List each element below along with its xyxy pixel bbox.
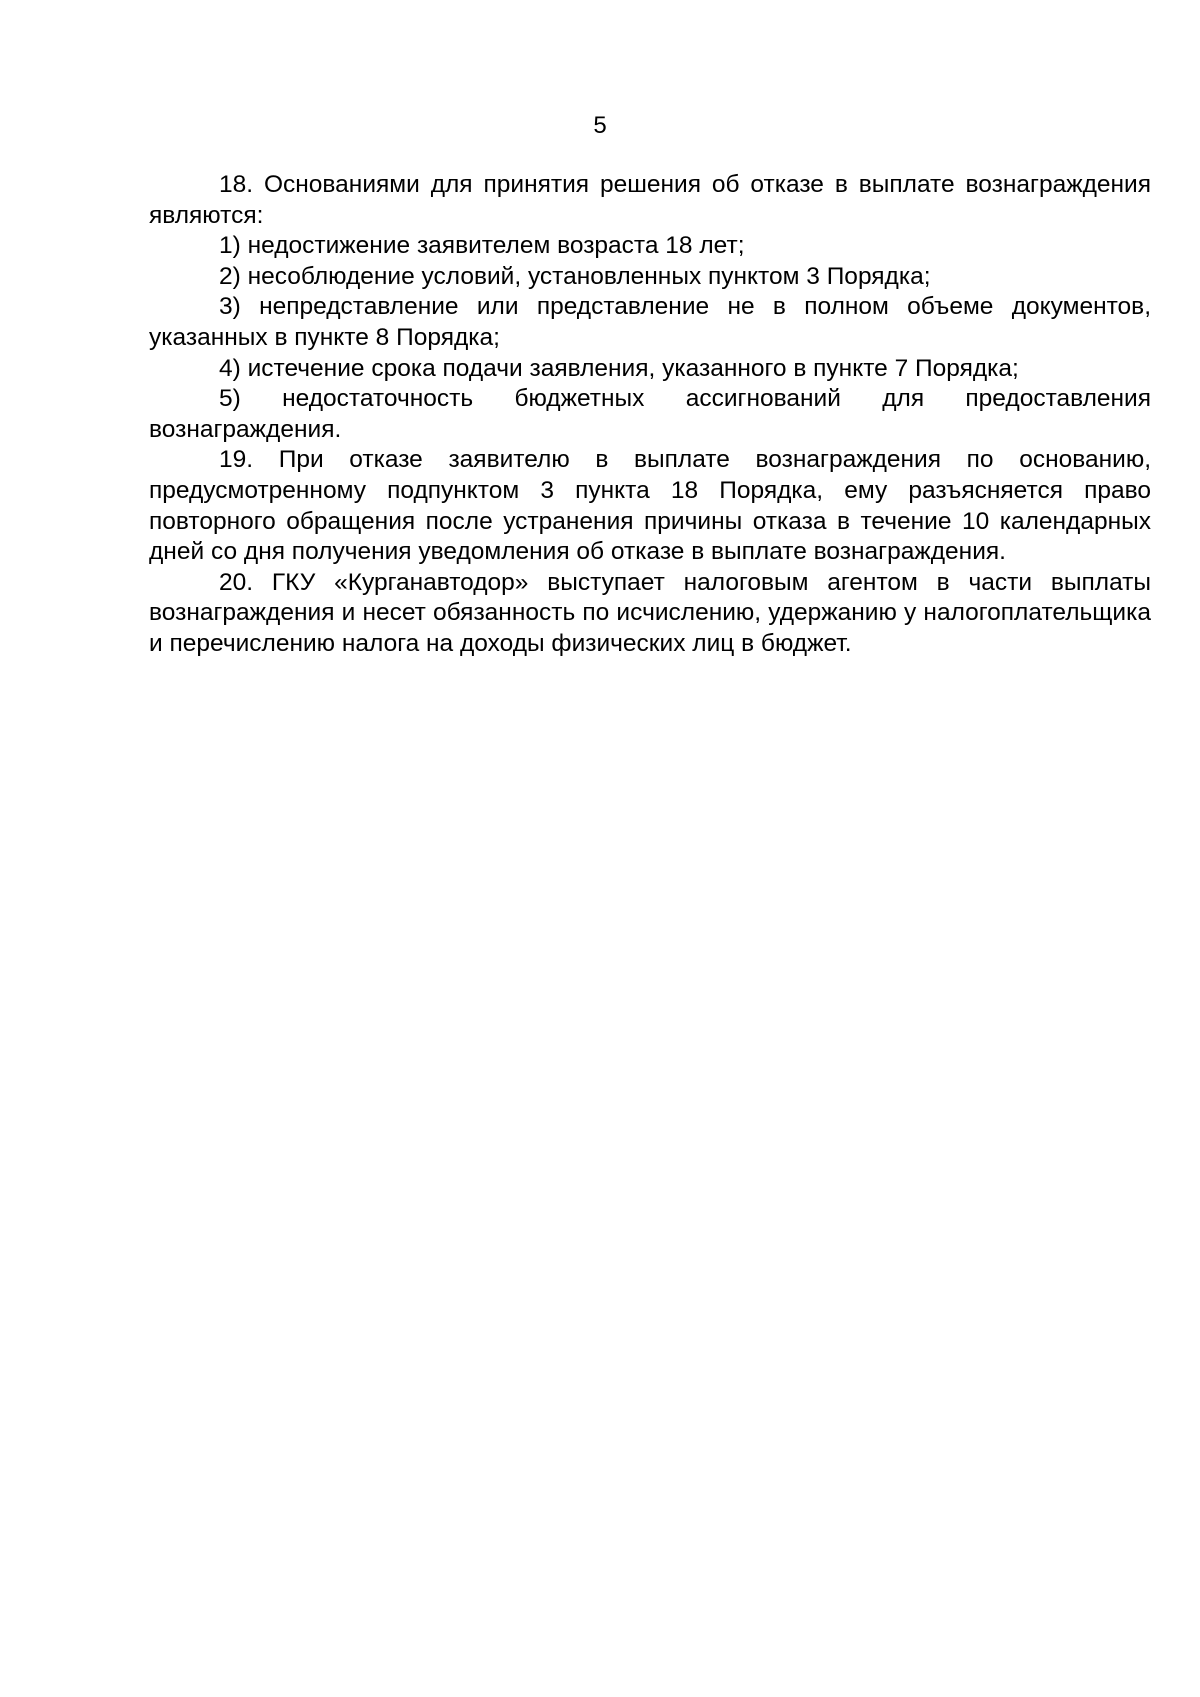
list-item-1: 1) недостижение заявителем возраста 18 лет; bbox=[219, 232, 745, 260]
document-body bbox=[149, 170, 1151, 660]
paragraph-19: 19. При отказе заявителю в выплате вознаграждения по основанию, предусмотренному подпунктом 3 пункта 18 Порядка, ему разъясняется право повторного обращения после устранения причины отказа в течение 10 календарных дней со дня получения уведомления об отказе в выплате вознаграждения. bbox=[149, 446, 1151, 566]
list-item-2: 2) несоблюдение условий, установленных пунктом 3 Порядка; bbox=[219, 262, 931, 290]
page-number: 5 bbox=[593, 112, 607, 139]
list-item-5: 5) недостаточность бюджетных ассигнований для предоставления вознаграждения. bbox=[149, 385, 1151, 443]
list-item-4: 4) истечение срока подачи заявления, указанного в пункте 7 Порядка; bbox=[219, 354, 1019, 382]
paragraph-18-intro: 18. Основаниями для принятия решения об отказе в выплате вознаграждения являются: bbox=[149, 171, 1151, 229]
list-item-3: 3) непредставление или представление не в полном объеме документов, указанных в пункте 8 Порядка; bbox=[149, 293, 1151, 351]
paragraph-20: 20. ГКУ «Курганавтодор» выступает налоговым агентом в части выплаты вознаграждения и несет обязанность по исчислению, удержанию у налогоплательщика и перечислению налога на доходы физических лиц в бюджет. bbox=[149, 568, 1151, 657]
